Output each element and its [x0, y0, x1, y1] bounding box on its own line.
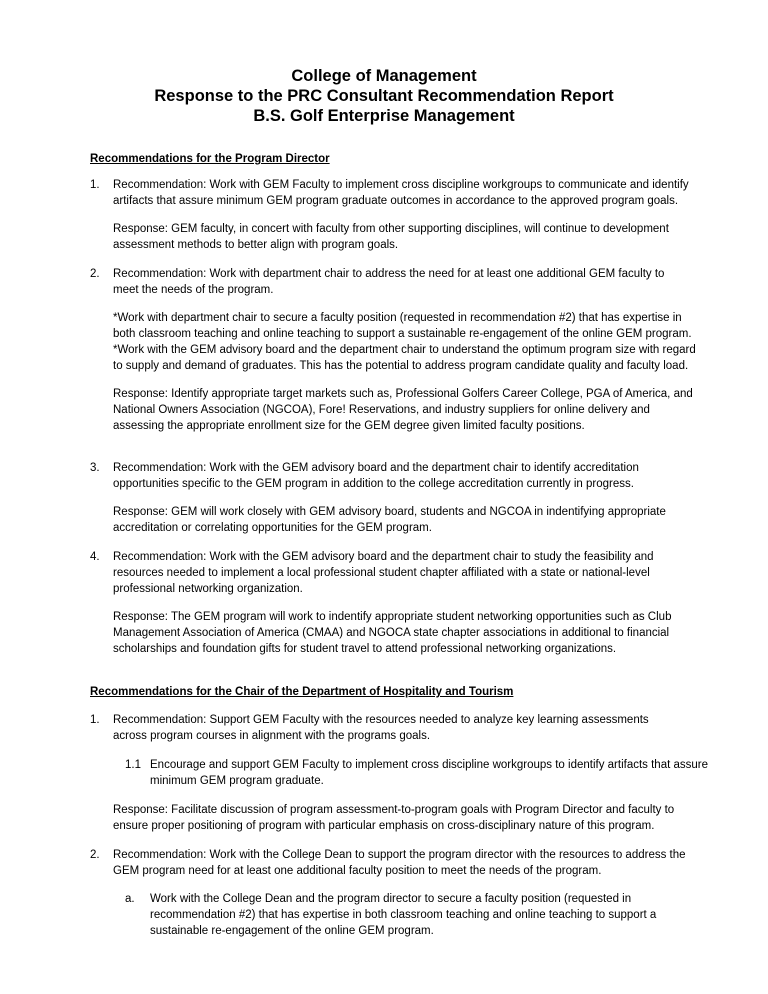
item-number: 1. — [90, 179, 100, 191]
response-text: Response: Identify appropriate target markets such as, Professional Golfers Career College, PGA of America, and National Owners Association (NGCOA), Fore! Reservations, and industry suppliers for online delivery and assessing the appropriate enrollment size for the GEM degree given limited faculty positions. — [113, 388, 693, 432]
recommendation-text: Recommendation: Work with the College Dean to support the program director with the resources to address the GEM program need for at least one additional faculty position to meet the needs of the program. — [113, 849, 686, 877]
recommendation-text: Recommendation: Work with department chair to address the need for at least one additional GEM faculty to meet the needs of the program. — [113, 268, 665, 296]
item-number: 4. — [90, 551, 100, 563]
item-number: 2. — [90, 268, 100, 280]
response-text: Response: GEM will work closely with GEM advisory board, students and NGCOA in indentifying appropriate accreditation or correlating opportunities for the GEM program. — [113, 506, 666, 534]
sub-item-text: Work with the College Dean and the program director to secure a faculty position (requested in recommendation #2) that has expertise in both classroom teaching and online teaching to support a sustainable re-engagement of the online GEM program. — [150, 893, 657, 937]
response-text: Response: GEM faculty, in concert with faculty from other supporting disciplines, will continue to development assessment methods to better align with program goals. — [113, 223, 669, 251]
recommendation-text: Recommendation: Work with the GEM advisory board and the department chair to identify accreditation opportunities specific to the GEM program in addition to the college accreditation currently in progress. — [113, 462, 639, 490]
title-line-program: B.S. Golf Enterprise Management — [253, 107, 515, 125]
recommendation-text: Recommendation: Work with GEM Faculty to implement cross discipline workgroups to communicate and identify artifacts that assure minimum GEM program graduate outcomes in accordance to the approved program goals. — [113, 179, 689, 207]
response-text: Response: The GEM program will work to indentify appropriate student networking opportunities such as Club Management Association of America (CMAA) and NGOCA state chapter associations in additional to financial scholarships and foundation gifts for student travel to attend professional networking organizations. — [113, 611, 672, 655]
title-line-report: Response to the PRC Consultant Recommendation Report — [154, 87, 614, 105]
item-number: 2. — [90, 849, 100, 861]
title-line-college: College of Management — [291, 67, 477, 85]
recommendation-text: Recommendation: Work with the GEM advisory board and the department chair to study the feasibility and resources needed to implement a local professional student chapter affiliated with a state or national-level professional networking organization. — [113, 551, 654, 595]
section-heading-program-director: Recommendations for the Program Director — [90, 153, 330, 165]
sub-item-number: a. — [125, 893, 135, 905]
note-text: *Work with the GEM advisory board and the department chair to understand the optimum program size with regard to supply and demand of graduates. This has the potential to address program candidate quality and faculty load. — [113, 344, 696, 372]
note-text: *Work with department chair to secure a faculty position (requested in recommendation #2) that has expertise in both classroom teaching and online teaching to support a sustainable re-engagement of the online GEM program. — [113, 312, 692, 340]
section-heading-department-chair: Recommendations for the Chair of the Department of Hospitality and Tourism — [90, 686, 514, 698]
sub-item-text: Encourage and support GEM Faculty to implement cross discipline workgroups to identify artifacts that assure minimum GEM program graduate. — [150, 759, 709, 787]
document-title — [0, 66, 768, 126]
sub-item-number: 1.1 — [125, 759, 141, 771]
recommendation-text: Recommendation: Support GEM Faculty with the resources needed to analyze key learning assessments across program courses in alignment with the programs goals. — [113, 714, 649, 742]
item-number: 3. — [90, 462, 100, 474]
response-text: Response: Facilitate discussion of program assessment-to-program goals with Program Director and faculty to ensure proper positioning of program with particular emphasis on cross-disciplinary nature of this program. — [113, 804, 675, 832]
item-number: 1. — [90, 714, 100, 726]
